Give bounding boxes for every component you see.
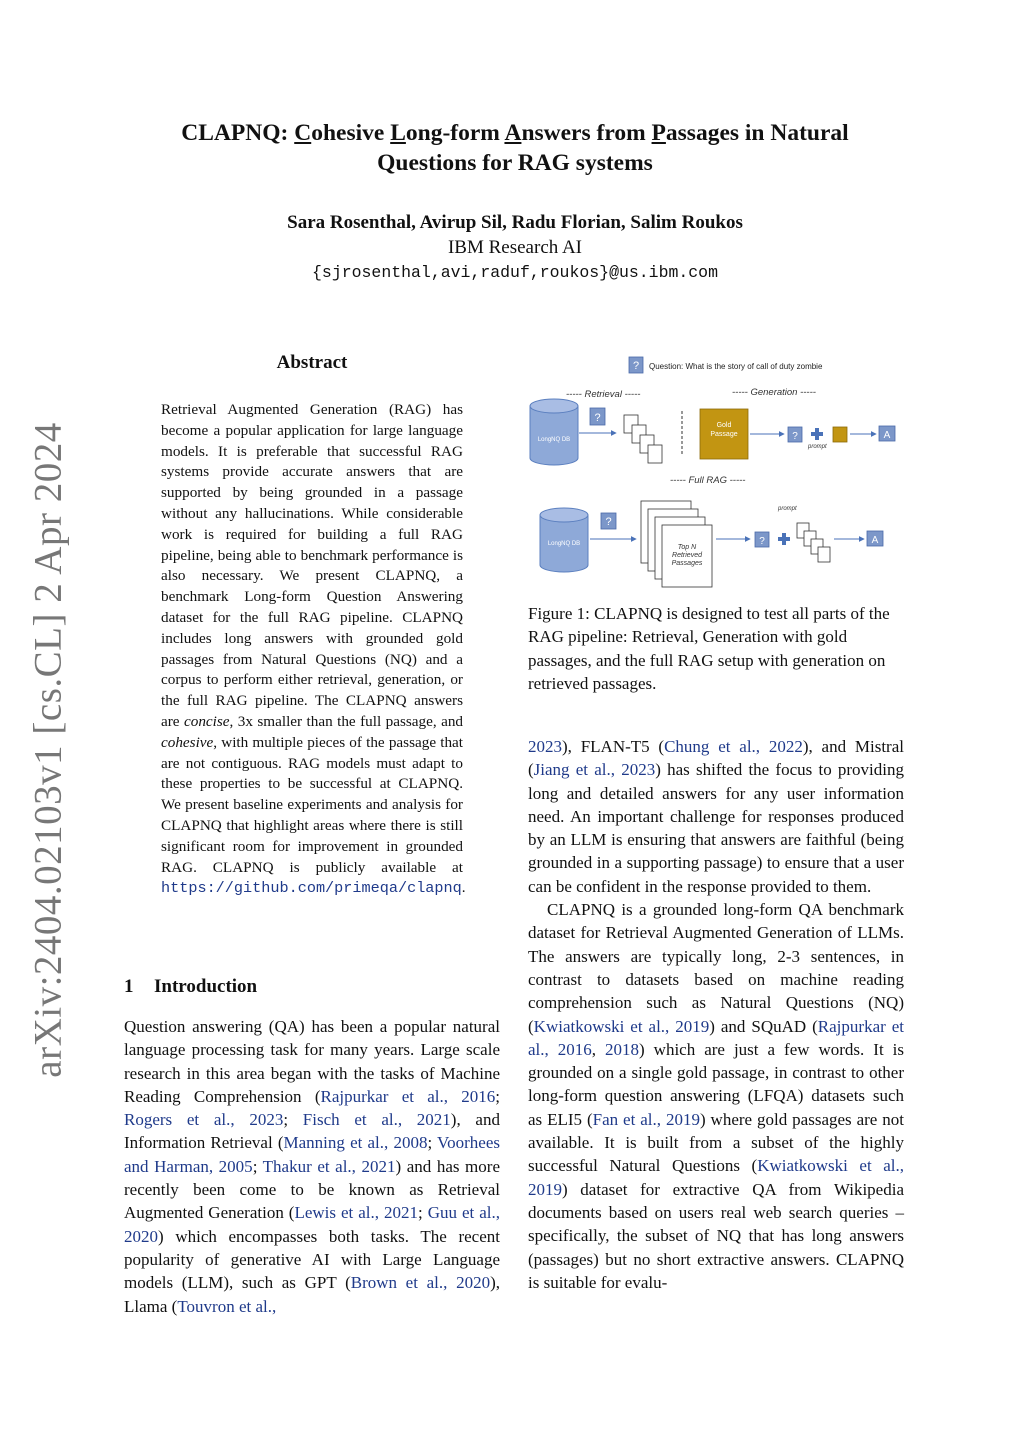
generation-label: ----- Generation -----	[732, 387, 816, 398]
full-rag-prompt-question-icon	[755, 532, 769, 547]
svg-text:?: ?	[605, 516, 612, 528]
svg-text:LongNQ DB: LongNQ DB	[547, 541, 581, 547]
citation-link[interactable]: Thakur et al., 2021	[262, 1156, 396, 1176]
svg-text:A: A	[883, 430, 891, 441]
citation-link[interactable]: Fisch et al., 2021	[302, 1110, 451, 1130]
citation-link[interactable]: Kwiatkowski et al., 2019	[533, 1016, 710, 1036]
gold-doc-icon	[833, 427, 847, 442]
author-emails: {sjrosenthal,avi,raduf,roukos}@us.ibm.com	[312, 263, 718, 282]
abstract-text: Retrieval Augmented Generation (RAG) has become a popular application for large language models. It is preferable that successful RAG systems provide accurate answers that are supported by being grounded in a passage without any hallucinations. While considerable work is required for building a full RAG pipeline, being able to benchmark performance is also necessary. We present CLAPNQ, a benchmark Long-form Question Answering dataset for the full RAG pipeline. CLAPNQ includes long answers with grounded gold passages from Natural Questions (NQ) and a corpus to perform either retrieval, generation, or the full RAG pipeline. The CLAPNQ answers are concise, 3x smaller than the full passage, and cohesive, with multiple pieces of the passage that are not contiguous. RAG models must adapt to these properties to be successful at CLAPNQ. We present baseline experiments and analysis for CLAPNQ that highlight areas where there is still significant room for improvement in grounded RAG. CLAPNQ is publicly available at https://github.com/primeqa/clapnq.	[161, 401, 466, 898]
database-icon	[530, 399, 578, 465]
abstract-heading: Abstract	[276, 352, 348, 373]
citation-link[interactable]: Lewis et al., 2021	[294, 1203, 418, 1223]
intro-paragraph-2: CLAPNQ is a grounded long-form QA benchmark dataset for Retrieval Augmented Generation of LLMs. The answers are typically long, 2-3 sentences, in contrast to datasets based on machine reading comprehension such as Natural Questions (NQ) (Kwiatkowski et al., 2019) and SQuAD (Rajpurkar et al., 2016, 2018) which are just a few words. It is grounded on a single gold passage, in contrast to other long-form question answering (LFQA) datasets such as ELI5 (Fan et al., 2019) where gold passages are not available. It is built from a subset of the highly successful Natural Questions (Kwiatkowski et al., 2019) dataset for extractive QA from Wikipedia documents based on users real web search queries – specifically, the subset of NQ that has long answers (passages) but no short extractive answers. CLAPNQ is suitable for evalu-	[528, 900, 905, 1292]
intro-paragraph-1: Question answering (QA) has been a popular natural language processing task for many years. Large scale research in this area began with the tasks of Machine Reading Comprehension (Rajpurkar et al., 2016; Rogers et al., 2023; Fisch et al., 2021), and Information Retrieval (Manning et al., 2008; Voorhees and Harman, 2005; Thakur et al., 2021) and has more recently been come to be known as Retrieval Augmented Generation (Lewis et al., 2021; Guu et al., 2020) which encompasses both tasks. The recent popularity of generative AI with Large Language models (LLM), such as GPT (Brown et al., 2020), Llama (Touvron et al.,	[124, 1017, 500, 1316]
svg-text:?: ?	[792, 431, 798, 442]
answer-icon	[879, 426, 895, 441]
plus-icon	[811, 428, 823, 440]
citation-link[interactable]: Guu et al., 2020	[124, 1203, 500, 1246]
svg-text:A: A	[871, 535, 879, 546]
section-heading-introduction: 1 Introduction	[124, 976, 258, 997]
author-list: Sara Rosenthal, Avirup Sil, Radu Florian, Salim Roukos	[287, 212, 743, 233]
full-rag-prompt-label: prompt	[778, 506, 797, 512]
svg-text:Passages: Passages	[671, 560, 703, 567]
question-icon	[629, 357, 643, 373]
citation-link[interactable]: Brown et al., 2020	[350, 1273, 491, 1293]
full-rag-query-icon	[601, 513, 616, 529]
citation-link[interactable]: Kwiatkowski et al., 2019	[528, 1156, 904, 1199]
prompt-question-icon	[788, 427, 802, 442]
svg-text:Gold: Gold	[716, 422, 732, 429]
gold-passage-icon	[700, 409, 748, 459]
svg-text:?: ?	[594, 412, 601, 424]
svg-text:Top N: Top N	[677, 544, 697, 551]
svg-text:Retrieved: Retrieved	[672, 552, 702, 559]
citation-link[interactable]: 2023	[528, 737, 562, 756]
paper-title: CLAPNQ: Cohesive Long-form Answers from Passages in Natural Questions for RAG systems	[181, 120, 849, 176]
figure-1-rag-pipeline	[524, 353, 904, 588]
full-rag-label: ----- Full RAG -----	[670, 475, 746, 486]
retrieved-documents-icon	[624, 415, 662, 463]
github-link[interactable]: https://github.com/primeqa/clapnq	[161, 879, 462, 898]
citation-link[interactable]: Manning et al., 2008	[283, 1133, 428, 1153]
affiliation: IBM Research AI	[447, 237, 583, 258]
citation-link[interactable]: Jiang et al., 2023	[533, 760, 656, 780]
full-rag-answer-icon	[867, 531, 883, 546]
query-icon	[590, 408, 605, 425]
figure-1-caption: Figure 1: CLAPNQ is designed to test all parts of the RAG pipeline: Retrieval, Generation with gold passages, and the full RAG setup with generation on retrieved passages.	[528, 604, 890, 693]
prompt-label: prompt	[808, 444, 827, 450]
citation-link[interactable]: Chung et al., 2022	[664, 737, 803, 756]
retrieval-label: ----- Retrieval -----	[566, 389, 641, 400]
citation-link[interactable]: Fan et al., 2019	[592, 1109, 700, 1129]
full-rag-database-icon	[540, 508, 588, 572]
citation-link[interactable]: Rogers et al., 2023	[124, 1110, 284, 1130]
citation-link[interactable]: Voorhees and Harman, 2005	[124, 1133, 500, 1176]
svg-text:Passage: Passage	[710, 431, 738, 438]
full-rag-prompt-docs-icon	[797, 523, 830, 562]
arxiv-identifier: arXiv:2404.02103v1 [cs.CL] 2 Apr 2024	[26, 422, 70, 1078]
intro-right-column	[528, 735, 904, 1294]
svg-text:LongNQ DB: LongNQ DB	[537, 437, 571, 443]
citation-link[interactable]: Touvron et al.,	[177, 1296, 277, 1316]
intro-paragraph-1-continued: 2023), FLAN-T5 (Chung et al., 2022), and Mistral (Jiang et al., 2023) has shifted the focus to providing long and detailed answers for any user information need. An important challenge for responses produced by an LLM is ensuring that answers are faithful (being grounded in a supporting passage) to ensure that a user can be confident in the response provided to them.	[528, 737, 905, 896]
top-n-passages-icon	[641, 501, 712, 587]
full-rag-plus-icon	[778, 533, 790, 545]
svg-text:?: ?	[759, 536, 765, 547]
svg-text:?: ?	[632, 360, 640, 372]
citation-link[interactable]: Rajpurkar et al., 2016	[528, 1016, 905, 1059]
citation-link[interactable]: Rajpurkar et al., 2016	[320, 1086, 496, 1106]
figure-question-text: Question: What is the story of call of duty zombie	[649, 362, 823, 371]
citation-link[interactable]: 2018	[605, 1039, 640, 1059]
